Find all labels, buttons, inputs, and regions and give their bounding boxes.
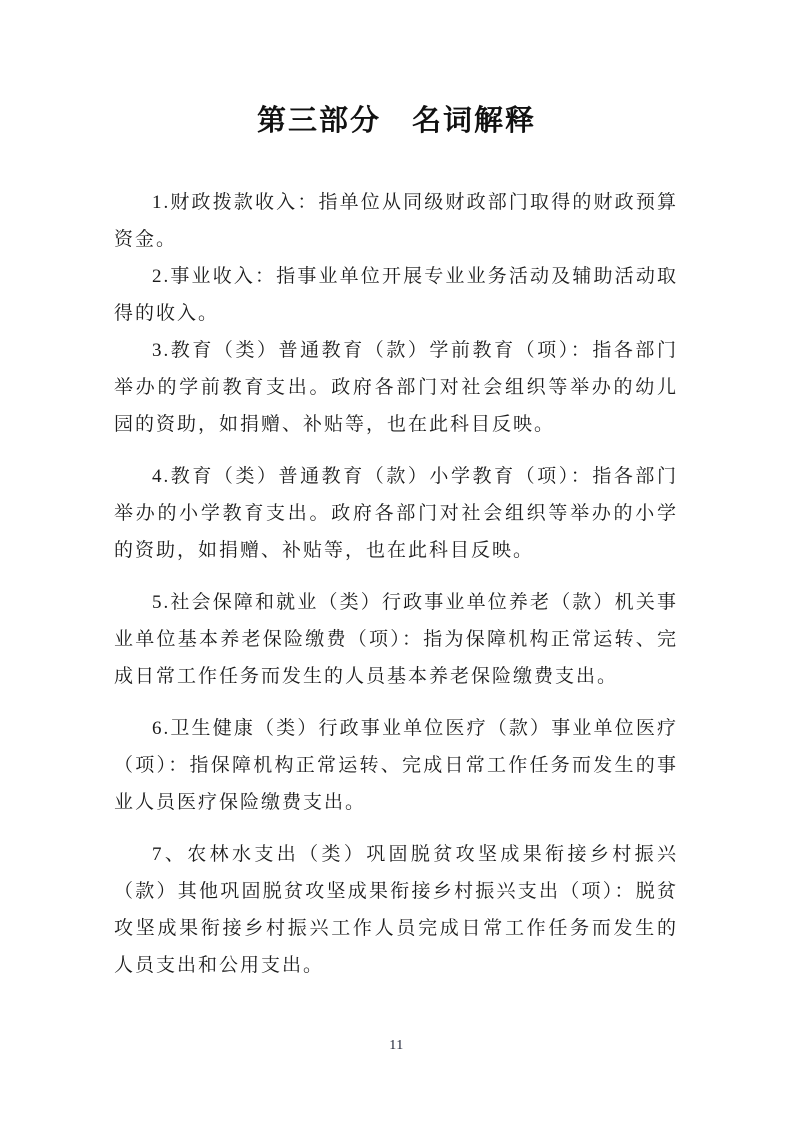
term-definition-5: 5.社会保障和就业（类）行政事业单位养老（款）机关事业单位基本养老保险缴费（项）：指为保障机构正常运转、完成日常工作任务而发生的人员基本养老保险缴费支出。 bbox=[114, 592, 678, 687]
page-title: 第三部分 名词解释 bbox=[256, 105, 536, 137]
term-definition-4: 4.教育（类）普通教育（款）小学教育（项）：指各部门举办的小学教育支出。政府各部门对社会组织等举办的小学的资助，如捐赠、补贴等，也在此科目反映。 bbox=[114, 466, 678, 561]
term-definition-2: 2.事业收入：指事业单位开展专业业务活动及辅助活动取得的收入。 bbox=[114, 266, 678, 324]
term-definition-6: 6.卫生健康（类）行政事业单位医疗（款）事业单位医疗（项）：指保障机构正常运转、完成日常工作任务而发生的事业人员医疗保险缴费支出。 bbox=[114, 718, 678, 813]
page-number: 11 bbox=[389, 1038, 404, 1053]
term-definition-3: 3.教育（类）普通教育（款）学前教育（项）：指各部门举办的学前教育支出。政府各部门对社会组织等举办的幼儿园的资助，如捐赠、补贴等，也在此科目反映。 bbox=[114, 340, 678, 435]
document-body bbox=[114, 184, 678, 984]
term-definition-1: 1.财政拨款收入：指单位从同级财政部门取得的财政预算资金。 bbox=[114, 192, 678, 250]
term-definition-7: 7、农林水支出（类）巩固脱贫攻坚成果衔接乡村振兴（款）其他巩固脱贫攻坚成果衔接乡村振兴支出（项）：脱贫攻坚成果衔接乡村振兴工作人员完成日常工作任务而发生的人员支出和公用支出。 bbox=[114, 844, 678, 976]
